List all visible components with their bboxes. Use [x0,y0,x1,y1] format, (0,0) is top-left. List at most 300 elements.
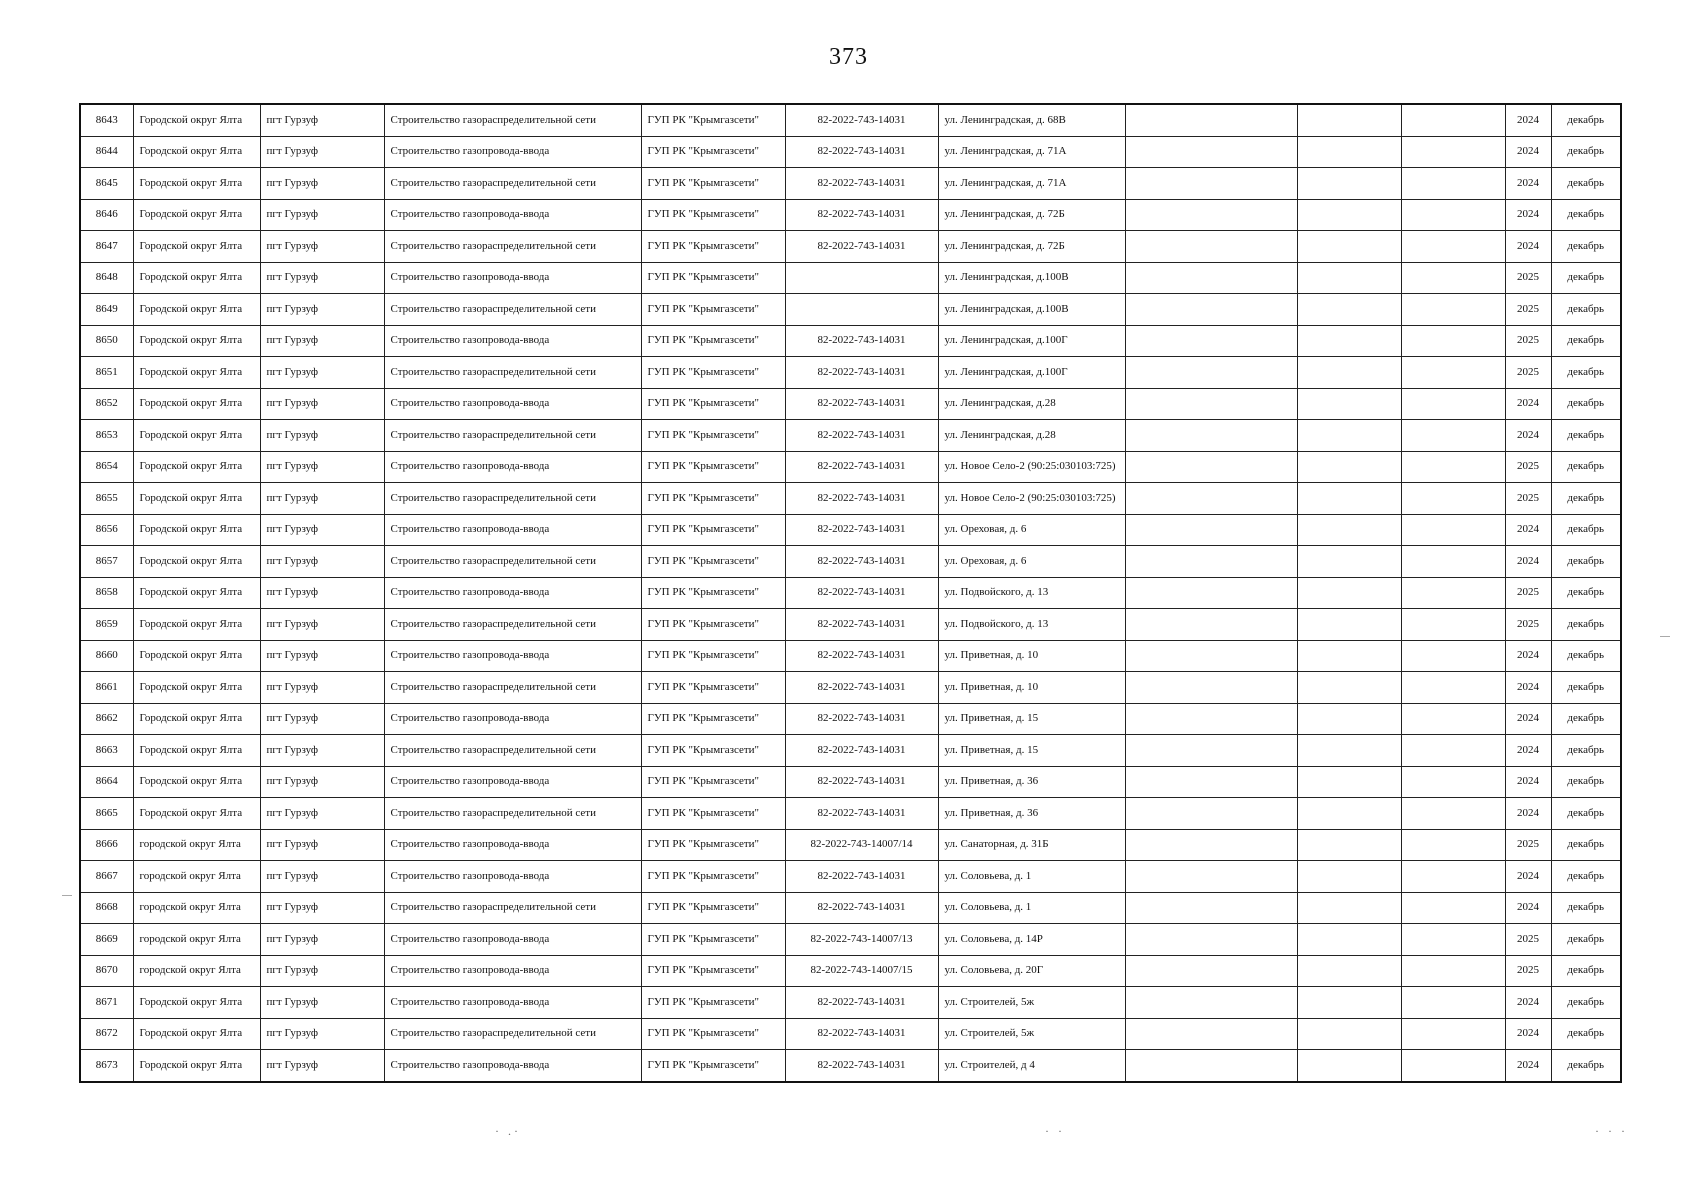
year-cell: 2024 [1505,703,1551,735]
cadastral-number-cell: 82-2022-743-14031 [785,609,938,641]
organization-cell: ГУП РК "Крымгазсети" [641,262,785,294]
empty-cell [1125,640,1297,672]
cadastral-number-cell: 82-2022-743-14031 [785,514,938,546]
organization-cell: ГУП РК "Крымгазсети" [641,766,785,798]
cadastral-number-cell: 82-2022-743-14031 [785,766,938,798]
row-number-cell: 8651 [80,357,133,389]
empty-cell [1125,231,1297,263]
organization-cell: ГУП РК "Крымгазсети" [641,104,785,136]
work-type-cell: Строительство газораспределительной сети [384,609,641,641]
year-cell: 2025 [1505,609,1551,641]
district-cell: Городской округ Ялта [133,640,260,672]
empty-cell [1297,829,1401,861]
table-row [80,357,1621,389]
address-cell: ул. Ленинградская, д.28 [938,420,1125,452]
empty-cell [1297,231,1401,263]
work-type-cell: Строительство газопровода-ввода [384,514,641,546]
work-type-cell: Строительство газораспределительной сети [384,483,641,515]
cadastral-number-cell: 82-2022-743-14031 [785,325,938,357]
table-row [80,168,1621,200]
address-cell: ул. Строителей, 5ж [938,987,1125,1019]
empty-cell [1401,955,1505,987]
address-cell: ул. Соловьева, д. 1 [938,861,1125,893]
year-cell: 2025 [1505,955,1551,987]
organization-cell: ГУП РК "Крымгазсети" [641,546,785,578]
empty-cell [1297,388,1401,420]
empty-cell [1401,703,1505,735]
work-type-cell: Строительство газораспределительной сети [384,231,641,263]
organization-cell: ГУП РК "Крымгазсети" [641,640,785,672]
empty-cell [1401,640,1505,672]
address-cell: ул. Строителей, д 4 [938,1050,1125,1082]
address-cell: ул. Ленинградская, д. 71А [938,168,1125,200]
work-type-cell: Строительство газопровода-ввода [384,325,641,357]
cadastral-number-cell [785,262,938,294]
address-cell: ул. Приветная, д. 36 [938,766,1125,798]
month-cell: декабрь [1551,892,1621,924]
empty-cell [1125,987,1297,1019]
month-cell: декабрь [1551,231,1621,263]
empty-cell [1401,136,1505,168]
settlement-cell: пгт Гурзуф [260,1018,384,1050]
month-cell: декабрь [1551,798,1621,830]
table-row [80,136,1621,168]
settlement-cell: пгт Гурзуф [260,735,384,767]
year-cell: 2024 [1505,735,1551,767]
empty-cell [1297,609,1401,641]
empty-cell [1297,1018,1401,1050]
empty-cell [1125,546,1297,578]
organization-cell: ГУП РК "Крымгазсети" [641,955,785,987]
work-type-cell: Строительство газораспределительной сети [384,420,641,452]
year-cell: 2024 [1505,1018,1551,1050]
year-cell: 2025 [1505,262,1551,294]
table-row [80,104,1621,136]
address-cell: ул. Соловьева, д. 14Р [938,924,1125,956]
cadastral-number-cell: 82-2022-743-14031 [785,892,938,924]
empty-cell [1297,199,1401,231]
settlement-cell: пгт Гурзуф [260,672,384,704]
work-type-cell: Строительство газопровода-ввода [384,955,641,987]
organization-cell: ГУП РК "Крымгазсети" [641,829,785,861]
empty-cell [1125,672,1297,704]
organization-cell: ГУП РК "Крымгазсети" [641,703,785,735]
empty-cell [1125,325,1297,357]
year-cell: 2024 [1505,231,1551,263]
month-cell: декабрь [1551,388,1621,420]
empty-cell [1401,1018,1505,1050]
address-cell: ул. Новое Село-2 (90:25:030103:725) [938,483,1125,515]
organization-cell: ГУП РК "Крымгазсети" [641,924,785,956]
cadastral-number-cell: 82-2022-743-14031 [785,451,938,483]
cadastral-number-cell: 82-2022-743-14031 [785,357,938,389]
year-cell: 2024 [1505,388,1551,420]
cadastral-number-cell: 82-2022-743-14031 [785,735,938,767]
cadastral-number-cell: 82-2022-743-14031 [785,672,938,704]
row-number-cell: 8644 [80,136,133,168]
year-cell: 2024 [1505,640,1551,672]
address-cell: ул. Ленинградская, д.28 [938,388,1125,420]
month-cell: декабрь [1551,766,1621,798]
table-row [80,262,1621,294]
organization-cell: ГУП РК "Крымгазсети" [641,136,785,168]
scan-edge-mark [1660,636,1670,637]
organization-cell: ГУП РК "Крымгазсети" [641,1018,785,1050]
table-row [80,640,1621,672]
empty-cell [1125,924,1297,956]
cadastral-number-cell: 82-2022-743-14031 [785,861,938,893]
cadastral-number-cell: 82-2022-743-14031 [785,388,938,420]
month-cell: декабрь [1551,924,1621,956]
empty-cell [1297,104,1401,136]
settlement-cell: пгт Гурзуф [260,294,384,326]
settlement-cell: пгт Гурзуф [260,451,384,483]
empty-cell [1297,136,1401,168]
empty-cell [1297,451,1401,483]
district-cell: Городской округ Ялта [133,1050,260,1082]
year-cell: 2024 [1505,766,1551,798]
empty-cell [1401,987,1505,1019]
table-row [80,766,1621,798]
address-cell: ул. Подвойского, д. 13 [938,609,1125,641]
table-row [80,514,1621,546]
empty-cell [1297,703,1401,735]
month-cell: декабрь [1551,451,1621,483]
work-type-cell: Строительство газопровода-ввода [384,829,641,861]
district-cell: городской округ Ялта [133,924,260,956]
empty-cell [1401,672,1505,704]
cadastral-number-cell: 82-2022-743-14031 [785,136,938,168]
empty-cell [1125,483,1297,515]
empty-cell [1401,892,1505,924]
empty-cell [1401,231,1505,263]
year-cell: 2024 [1505,861,1551,893]
empty-cell [1401,451,1505,483]
address-cell: ул. Ленинградская, д.100Г [938,325,1125,357]
empty-cell [1125,703,1297,735]
empty-cell [1125,420,1297,452]
organization-cell: ГУП РК "Крымгазсети" [641,798,785,830]
organization-cell: ГУП РК "Крымгазсети" [641,577,785,609]
organization-cell: ГУП РК "Крымгазсети" [641,1050,785,1082]
district-cell: Городской округ Ялта [133,357,260,389]
address-cell: ул. Ленинградская, д. 72Б [938,231,1125,263]
empty-cell [1401,829,1505,861]
empty-cell [1297,672,1401,704]
empty-cell [1125,357,1297,389]
year-cell: 2024 [1505,136,1551,168]
address-cell: ул. Ленинградская, д.100Г [938,357,1125,389]
work-type-cell: Строительство газопровода-ввода [384,703,641,735]
empty-cell [1125,861,1297,893]
month-cell: декабрь [1551,104,1621,136]
empty-cell [1401,168,1505,200]
row-number-cell: 8665 [80,798,133,830]
table-row [80,388,1621,420]
year-cell: 2024 [1505,104,1551,136]
empty-cell [1125,451,1297,483]
month-cell: декабрь [1551,199,1621,231]
table-row [80,420,1621,452]
district-cell: Городской округ Ялта [133,483,260,515]
district-cell: Городской округ Ялта [133,798,260,830]
empty-cell [1297,483,1401,515]
year-cell: 2024 [1505,420,1551,452]
scan-artifact: · · [1045,1124,1065,1138]
work-type-cell: Строительство газораспределительной сети [384,1018,641,1050]
empty-cell [1401,924,1505,956]
year-cell: 2024 [1505,546,1551,578]
empty-cell [1125,514,1297,546]
month-cell: декабрь [1551,1018,1621,1050]
empty-cell [1297,262,1401,294]
district-cell: Городской округ Ялта [133,672,260,704]
empty-cell [1125,136,1297,168]
work-type-cell: Строительство газораспределительной сети [384,294,641,326]
settlement-cell: пгт Гурзуф [260,388,384,420]
row-number-cell: 8667 [80,861,133,893]
district-cell: городской округ Ялта [133,829,260,861]
address-cell: ул. Приветная, д. 10 [938,672,1125,704]
settlement-cell: пгт Гурзуф [260,483,384,515]
cadastral-number-cell: 82-2022-743-14031 [785,420,938,452]
table-row [80,609,1621,641]
year-cell: 2025 [1505,577,1551,609]
empty-cell [1297,861,1401,893]
settlement-cell: пгт Гурзуф [260,766,384,798]
month-cell: декабрь [1551,955,1621,987]
month-cell: декабрь [1551,136,1621,168]
district-cell: Городской округ Ялта [133,451,260,483]
scan-artifact: · · · [1595,1124,1628,1138]
work-type-cell: Строительство газопровода-ввода [384,136,641,168]
scan-artifact: · .· [495,1124,521,1138]
empty-cell [1297,987,1401,1019]
district-cell: Городской округ Ялта [133,199,260,231]
row-number-cell: 8671 [80,987,133,1019]
row-number-cell: 8656 [80,514,133,546]
empty-cell [1125,104,1297,136]
address-cell: ул. Приветная, д. 15 [938,703,1125,735]
row-number-cell: 8657 [80,546,133,578]
cadastral-number-cell: 82-2022-743-14031 [785,168,938,200]
organization-cell: ГУП РК "Крымгазсети" [641,451,785,483]
cadastral-number-cell: 82-2022-743-14031 [785,987,938,1019]
row-number-cell: 8648 [80,262,133,294]
work-type-cell: Строительство газораспределительной сети [384,672,641,704]
row-number-cell: 8647 [80,231,133,263]
empty-cell [1401,104,1505,136]
district-cell: Городской округ Ялта [133,1018,260,1050]
table-row [80,829,1621,861]
cadastral-number-cell: 82-2022-743-14031 [785,483,938,515]
row-number-cell: 8646 [80,199,133,231]
organization-cell: ГУП РК "Крымгазсети" [641,231,785,263]
organization-cell: ГУП РК "Крымгазсети" [641,199,785,231]
empty-cell [1297,924,1401,956]
month-cell: декабрь [1551,420,1621,452]
work-type-cell: Строительство газораспределительной сети [384,357,641,389]
organization-cell: ГУП РК "Крымгазсети" [641,388,785,420]
empty-cell [1401,325,1505,357]
address-cell: ул. Новое Село-2 (90:25:030103:725) [938,451,1125,483]
settlement-cell: пгт Гурзуф [260,924,384,956]
settlement-cell: пгт Гурзуф [260,104,384,136]
row-number-cell: 8649 [80,294,133,326]
month-cell: декабрь [1551,514,1621,546]
row-number-cell: 8666 [80,829,133,861]
work-type-cell: Строительство газопровода-ввода [384,640,641,672]
month-cell: декабрь [1551,609,1621,641]
gasification-registry-table [79,103,1622,1083]
address-cell: ул. Ленинградская, д. 72Б [938,199,1125,231]
work-type-cell: Строительство газопровода-ввода [384,451,641,483]
empty-cell [1125,388,1297,420]
empty-cell [1401,357,1505,389]
row-number-cell: 8670 [80,955,133,987]
table-row [80,672,1621,704]
district-cell: Городской округ Ялта [133,262,260,294]
work-type-cell: Строительство газораспределительной сети [384,892,641,924]
year-cell: 2025 [1505,451,1551,483]
month-cell: декабрь [1551,168,1621,200]
table-row [80,861,1621,893]
row-number-cell: 8643 [80,104,133,136]
empty-cell [1401,546,1505,578]
year-cell: 2025 [1505,483,1551,515]
settlement-cell: пгт Гурзуф [260,168,384,200]
empty-cell [1297,294,1401,326]
district-cell: Городской округ Ялта [133,514,260,546]
row-number-cell: 8652 [80,388,133,420]
row-number-cell: 8662 [80,703,133,735]
month-cell: декабрь [1551,1050,1621,1082]
page-number: 373 [829,44,868,70]
table-row [80,546,1621,578]
table-body [80,104,1621,1082]
table-row [80,1050,1621,1082]
empty-cell [1125,609,1297,641]
organization-cell: ГУП РК "Крымгазсети" [641,892,785,924]
row-number-cell: 8655 [80,483,133,515]
settlement-cell: пгт Гурзуф [260,420,384,452]
cadastral-number-cell: 82-2022-743-14007/14 [785,829,938,861]
settlement-cell: пгт Гурзуф [260,798,384,830]
address-cell: ул. Ореховая, д. 6 [938,514,1125,546]
settlement-cell: пгт Гурзуф [260,987,384,1019]
empty-cell [1401,609,1505,641]
row-number-cell: 8650 [80,325,133,357]
cadastral-number-cell: 82-2022-743-14031 [785,1050,938,1082]
district-cell: Городской округ Ялта [133,168,260,200]
work-type-cell: Строительство газопровода-ввода [384,1050,641,1082]
empty-cell [1297,514,1401,546]
address-cell: ул. Ленинградская, д.100В [938,294,1125,326]
empty-cell [1125,735,1297,767]
address-cell: ул. Приветная, д. 36 [938,798,1125,830]
month-cell: декабрь [1551,640,1621,672]
table-row [80,955,1621,987]
table-row [80,703,1621,735]
district-cell: Городской округ Ялта [133,766,260,798]
organization-cell: ГУП РК "Крымгазсети" [641,735,785,767]
settlement-cell: пгт Гурзуф [260,892,384,924]
month-cell: декабрь [1551,672,1621,704]
settlement-cell: пгт Гурзуф [260,546,384,578]
settlement-cell: пгт Гурзуф [260,357,384,389]
row-number-cell: 8663 [80,735,133,767]
empty-cell [1125,199,1297,231]
cadastral-number-cell: 82-2022-743-14031 [785,798,938,830]
organization-cell: ГУП РК "Крымгазсети" [641,357,785,389]
empty-cell [1401,861,1505,893]
district-cell: Городской округ Ялта [133,609,260,641]
empty-cell [1297,640,1401,672]
table-row [80,735,1621,767]
table-row [80,325,1621,357]
row-number-cell: 8659 [80,609,133,641]
district-cell: Городской округ Ялта [133,420,260,452]
month-cell: декабрь [1551,546,1621,578]
empty-cell [1125,168,1297,200]
district-cell: городской округ Ялта [133,892,260,924]
district-cell: городской округ Ялта [133,955,260,987]
organization-cell: ГУП РК "Крымгазсети" [641,987,785,1019]
organization-cell: ГУП РК "Крымгазсети" [641,514,785,546]
table-row [80,483,1621,515]
settlement-cell: пгт Гурзуф [260,609,384,641]
empty-cell [1297,1050,1401,1082]
empty-cell [1297,892,1401,924]
empty-cell [1125,766,1297,798]
settlement-cell: пгт Гурзуф [260,703,384,735]
empty-cell [1401,262,1505,294]
settlement-cell: пгт Гурзуф [260,262,384,294]
address-cell: ул. Соловьева, д. 1 [938,892,1125,924]
settlement-cell: пгт Гурзуф [260,829,384,861]
empty-cell [1297,735,1401,767]
organization-cell: ГУП РК "Крымгазсети" [641,483,785,515]
organization-cell: ГУП РК "Крымгазсети" [641,420,785,452]
cadastral-number-cell: 82-2022-743-14031 [785,199,938,231]
empty-cell [1125,577,1297,609]
work-type-cell: Строительство газораспределительной сети [384,546,641,578]
cadastral-number-cell: 82-2022-743-14031 [785,546,938,578]
organization-cell: ГУП РК "Крымгазсети" [641,672,785,704]
empty-cell [1125,892,1297,924]
month-cell: декабрь [1551,703,1621,735]
district-cell: Городской округ Ялта [133,546,260,578]
empty-cell [1297,420,1401,452]
month-cell: декабрь [1551,325,1621,357]
work-type-cell: Строительство газопровода-ввода [384,388,641,420]
empty-cell [1401,766,1505,798]
settlement-cell: пгт Гурзуф [260,1050,384,1082]
settlement-cell: пгт Гурзуф [260,955,384,987]
cadastral-number-cell: 82-2022-743-14031 [785,577,938,609]
address-cell: ул. Ленинградская, д. 71А [938,136,1125,168]
row-number-cell: 8669 [80,924,133,956]
table-row [80,199,1621,231]
work-type-cell: Строительство газораспределительной сети [384,798,641,830]
settlement-cell: пгт Гурзуф [260,577,384,609]
cadastral-number-cell: 82-2022-743-14007/13 [785,924,938,956]
empty-cell [1125,829,1297,861]
year-cell: 2024 [1505,1050,1551,1082]
organization-cell: ГУП РК "Крымгазсети" [641,609,785,641]
year-cell: 2024 [1505,672,1551,704]
empty-cell [1297,955,1401,987]
